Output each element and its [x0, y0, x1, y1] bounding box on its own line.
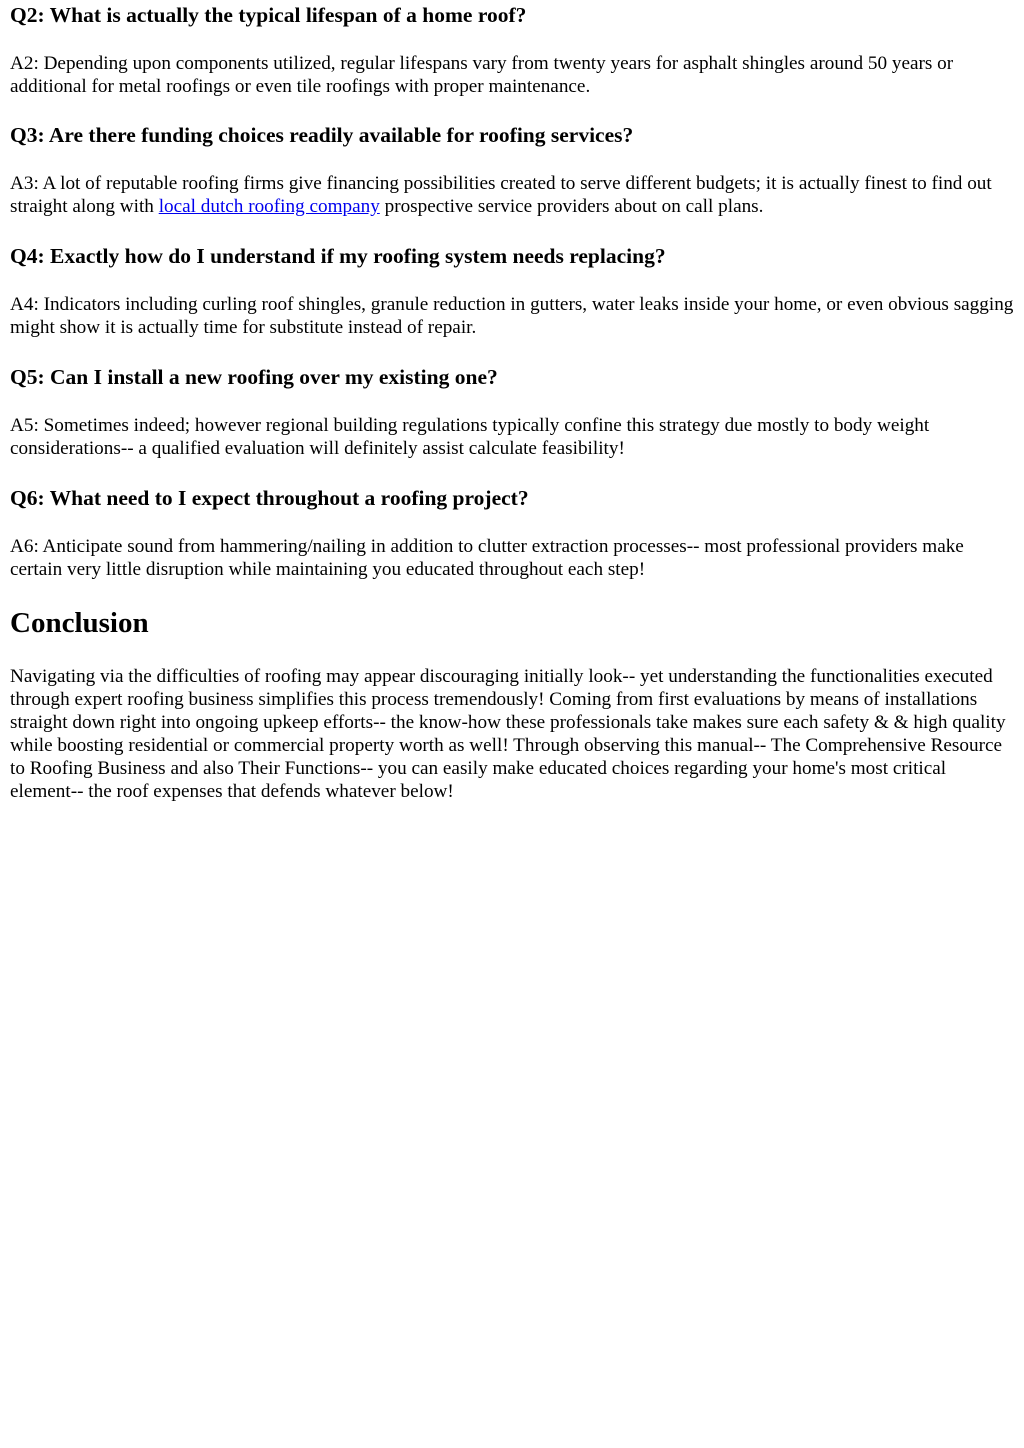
faq-answer-a5: A5: Sometimes indeed; however regional building regulations typically confine this strategy due mostly to body weight considerations-- a qualified evaluation will definitely assist calculate feasibility!: [10, 415, 930, 459]
local-dutch-roofing-company-link[interactable]: local dutch roofing company: [158, 196, 380, 217]
faq-answer-a6: A6: Anticipate sound from hammering/nailing in addition to clutter extraction processes-- most professional providers make certain very little disruption while maintaining you educated throughout each step!: [10, 536, 964, 580]
faq-question-q6: Q6: What need to I expect throughout a roofing project?: [10, 486, 529, 510]
conclusion-heading: Conclusion: [10, 607, 149, 639]
faq-answer-a3-text-after: prospective service providers about on call plans.: [379, 196, 764, 217]
faq-question-q5: Q5: Can I install a new roofing over my existing one?: [10, 365, 498, 389]
faq-answer-a4: A4: Indicators including curling roof shingles, granule reduction in gutters, water leaks inside your home, or even obvious sagging might show it is actually time for substitute instead of repair.: [10, 294, 1014, 338]
faq-answer-a2: A2: Depending upon components utilized, regular lifespans vary from twenty years for asphalt shingles around 50 years or additional for metal roofings or even tile roofings with proper maintenance.: [10, 53, 954, 97]
faq-answer-a3-text-before: A3: A lot of reputable roofing firms give financing possibilities created to serve different budgets; it is actually finest to find out straight along with: [10, 173, 992, 217]
faq-answer-a3: [10, 172, 1014, 218]
faq-question-q4: Q4: Exactly how do I understand if my roofing system needs replacing?: [10, 244, 666, 268]
faq-question-q3: Q3: Are there funding choices readily available for roofing services?: [10, 123, 634, 147]
article-body: [0, 2, 1024, 803]
conclusion-paragraph: Navigating via the difficulties of roofing may appear discouraging initially look-- yet understanding the functionalities executed through expert roofing business simplifies this process tremendously! Coming from first evaluations by means of installations straight down right into ongoing upkeep efforts-- the know-how these professionals take makes sure each safety & & high quality while boosting residential or commercial property worth as well! Through observing this manual-- The Comprehensive Resource to Roofing Business and also Their Functions-- you can easily make educated choices regarding your home's most critical element-- the roof expenses that defends whatever below!: [10, 666, 1006, 802]
faq-question-q2: Q2: What is actually the typical lifespan of a home roof?: [10, 3, 527, 27]
